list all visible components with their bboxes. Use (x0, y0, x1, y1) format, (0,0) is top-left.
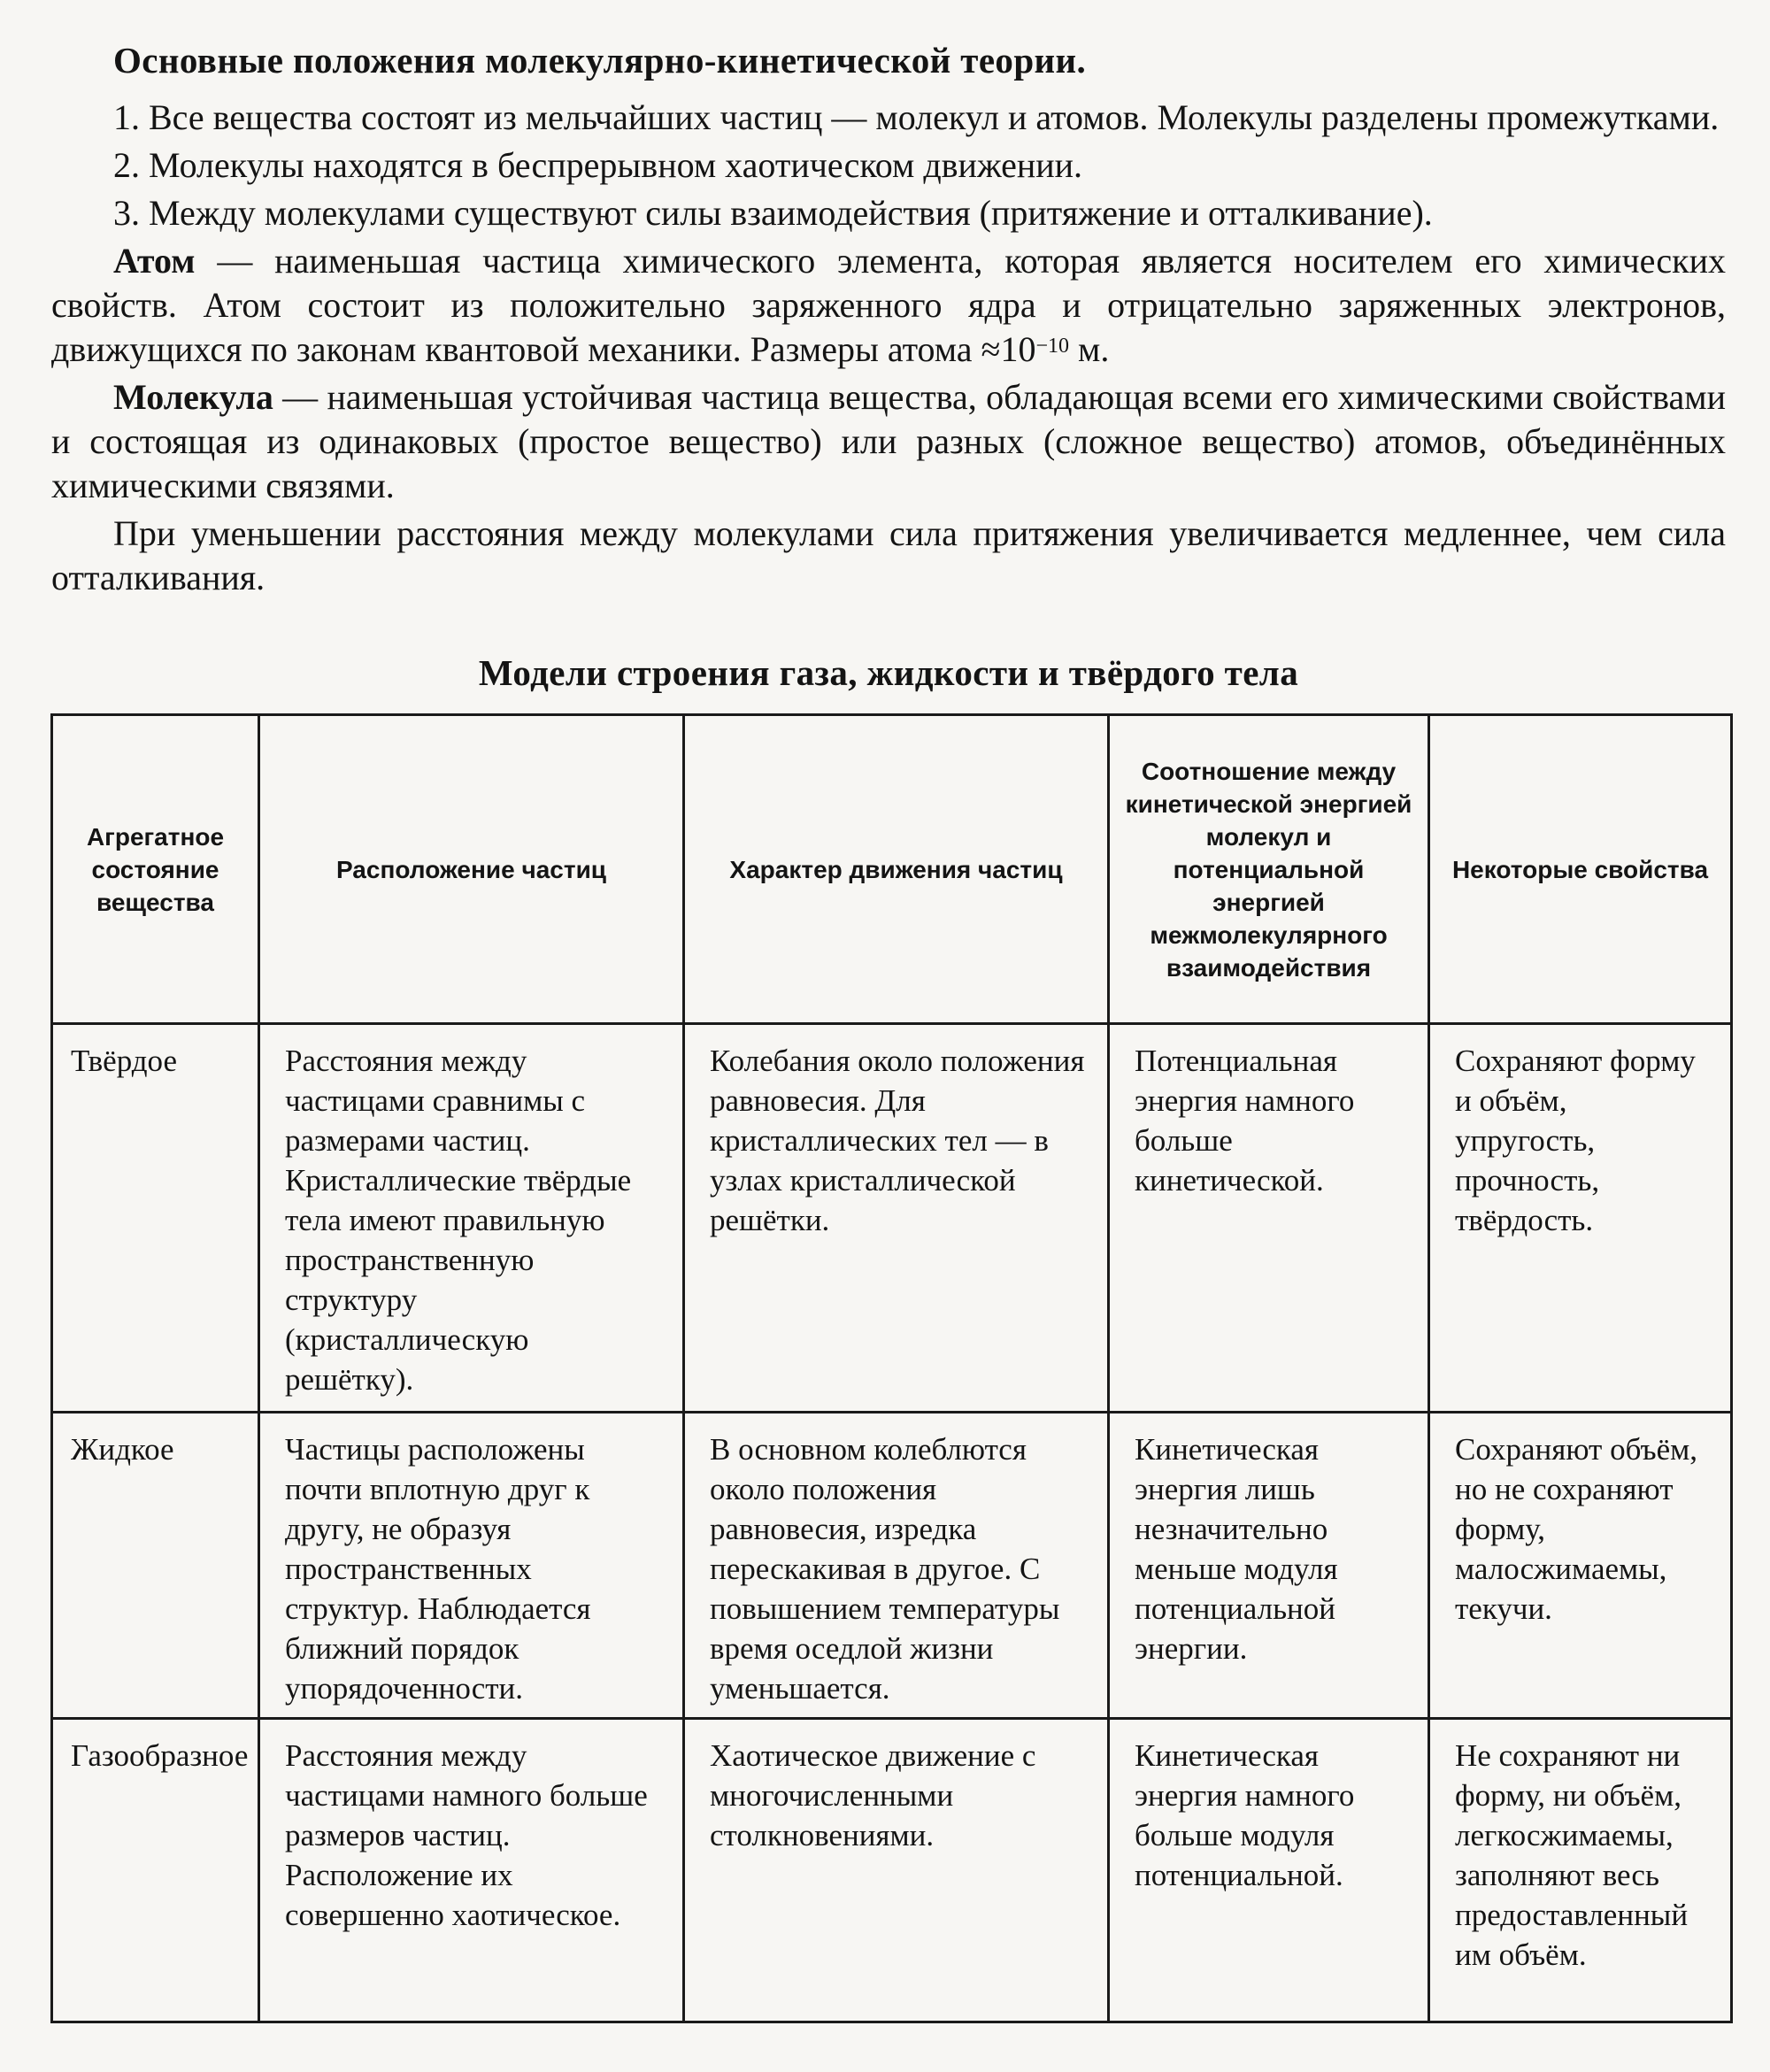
header-properties: Некоторые свойства (1429, 715, 1732, 1024)
table-row (52, 1024, 1732, 1413)
cell-arrangement: Частицы расположены почти вплотную друг к другу, не образуя пространственных структур. Наблюдается ближний порядок упорядоченности. (259, 1413, 684, 1719)
force-note: При уменьшении расстояния между молекулами сила притяжения увеличивается медленнее, чем сила отталкивания. (51, 513, 1726, 597)
molecule-term: Молекула (113, 377, 273, 417)
molecule-definition (51, 375, 1726, 508)
cell-state: Жидкое (52, 1413, 259, 1719)
page (51, 30, 1726, 2023)
cell-motion: Колебания около положения равновесия. Для кристаллических тел — в узлах кристаллической решётки. (684, 1024, 1109, 1413)
cell-arrangement: Расстояния между частицами сравнимы с размерами частиц. Кристаллические твёрдые тела имеют правильную пространственную структуру (кристаллическую решётку). (259, 1024, 684, 1413)
cell-energy-ratio: Кинетическая энергия лишь незначительно меньше модуля потенциальной энергии. (1109, 1413, 1429, 1719)
cell-arrangement: Расстояния между частицами намного больше размеров частиц. Расположение их совершенно хаотическое. (259, 1719, 684, 2022)
mkt-point-3: 3. Между молекулами существуют силы взаимодействия (притяжение и отталкивание). (113, 193, 1433, 233)
header-arrangement: Расположение частиц (259, 715, 684, 1024)
atom-definition (51, 239, 1726, 372)
cell-motion: Хаотическое движение с многочисленными столкновениями. (684, 1719, 1109, 2022)
cell-state: Твёрдое (52, 1024, 259, 1413)
molecule-text: — наименьшая устойчивая частица вещества, обладающая всеми его химическими свойствами и состоящая из одинаковых (простое вещество) или разных (сложное вещество) атомов, объединённых химическими связями. (51, 377, 1726, 505)
atom-unit: м. (1069, 329, 1110, 369)
cell-energy-ratio: Потенциальная энергия намного больше кинетической. (1109, 1024, 1429, 1413)
atom-text: — наименьшая частица химического элемента, которая является носителем его химических свойств. Атом состоит из положительно заряженного ядра и отрицательно заряженных электронов, движущихся по законам квантовой механики. Размеры атома ≈10 (51, 241, 1726, 369)
atom-term: Атом (113, 241, 196, 281)
header-energy-ratio: Соотношение между кинетической энергией молекул и потенциальной энергией межмолекулярного взаимодействия (1109, 715, 1429, 1024)
cell-energy-ratio: Кинетическая энергия намного больше модуля потенциальной. (1109, 1719, 1429, 2022)
table-row (52, 1719, 1732, 2022)
table-row (52, 1413, 1732, 1719)
table-title: Модели строения газа, жидкости и твёрдого тела (478, 652, 1299, 693)
mkt-point-1: 1. Все вещества состоят из мельчайших частиц — молекул и атомов. Молекулы разделены промежутками. (113, 97, 1720, 137)
header-state: Агрегатное состояние вещества (52, 715, 259, 1024)
cell-motion: В основном колеблются около положения равновесия, изредка перескакивая в другое. С повышением температуры время оседлой жизни уменьшается. (684, 1413, 1109, 1719)
states-table (50, 713, 1733, 2023)
atom-exponent: −10 (1035, 335, 1070, 358)
cell-state: Газообразное (52, 1719, 259, 2022)
header-motion: Характер движения частиц (684, 715, 1109, 1024)
cell-properties: Сохраняют форму и объём, упругость, прочность, твёрдость. (1429, 1024, 1732, 1413)
table-header-row (52, 715, 1732, 1024)
mkt-point-2: 2. Молекулы находятся в беспрерывном хаотическом движении. (113, 145, 1083, 185)
cell-properties: Сохраняют объём, но не сохраняют форму, малосжимаемы, текучи. (1429, 1413, 1732, 1719)
cell-properties: Не сохраняют ни форму, ни объём, легкосжимаемы, заполняют весь предоставленный им объём. (1429, 1719, 1732, 2022)
section-heading: Основные положения молекулярно-кинетической теории. (113, 40, 1087, 81)
